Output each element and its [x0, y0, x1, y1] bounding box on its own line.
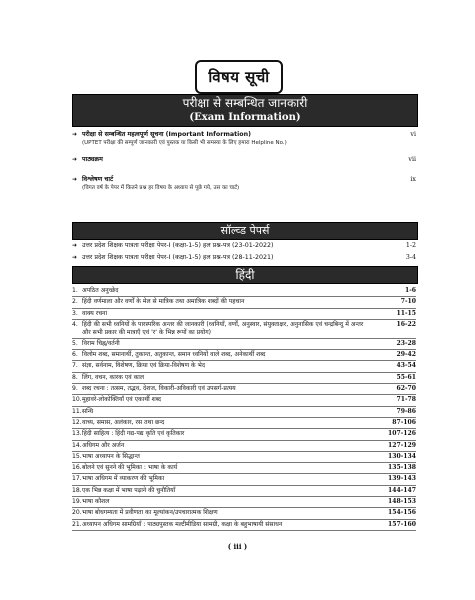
item-label: हिंदी वर्णमाला और वर्णों के मेल से मात्रिक तथा अमात्रिक शब्दों की पहचान — [82, 298, 245, 306]
contents-title: विषय सूची — [208, 68, 270, 86]
list-item[interactable] — [72, 309, 416, 320]
hindi-topic-list — [72, 286, 416, 531]
item-number: 9. — [72, 385, 78, 393]
item-number: 14. — [72, 441, 82, 449]
item-page: 62-70 — [396, 385, 416, 393]
arrow-icon: ➜ — [72, 254, 78, 261]
solved-paper-label: उत्तर प्रदेश शिक्षक पात्रता परीक्षा पेपर-I (कक्षा-1-5) हल प्रश्न-पत्र (23-01-2022) — [82, 242, 274, 249]
item-page: 144-147 — [388, 486, 416, 494]
exam-info-item-note: (विगत वर्ष के पेपर में कितने प्रश्न हर विषय के अध्याय से पूछे गये, उस का चार्ट) — [82, 185, 240, 191]
item-page: 11-15 — [396, 309, 416, 317]
item-number: 19. — [72, 498, 82, 506]
item-page: 71-78 — [396, 396, 416, 404]
list-item[interactable] — [72, 474, 416, 485]
list-item[interactable] — [72, 350, 416, 361]
list-item[interactable] — [72, 486, 416, 497]
item-label: भाषा अध्यापन के सिद्धान्त — [82, 452, 140, 460]
item-number: 21. — [72, 520, 82, 528]
item-number: 6. — [72, 351, 78, 359]
item-page: 87-106 — [392, 418, 416, 426]
list-item[interactable] — [72, 286, 416, 297]
exam-info-banner — [72, 94, 418, 127]
hindi-banner — [72, 266, 418, 284]
item-label: मुहावरे-लोकोक्तियाँ एवं एकार्थी शब्द — [82, 396, 162, 404]
item-label: हिंदी साहित्य : हिंदी गद्य-पद्य कृति एवं कृतिकार — [82, 430, 185, 438]
solved-paper-item[interactable] — [72, 254, 416, 264]
list-item[interactable] — [72, 463, 416, 474]
item-page: 43-54 — [396, 362, 416, 370]
arrow-icon: ➜ — [72, 242, 78, 249]
item-label: अधिगम और अर्जन — [82, 441, 125, 449]
item-page: 23-28 — [396, 339, 416, 347]
item-page: 79-86 — [396, 407, 416, 415]
item-label: विलोम शब्द, समानार्थी, तुकान्त, अतुकान्त, समान ध्वनियों वाले शब्द, अनेकार्थी शब्द — [82, 351, 266, 359]
item-label: हिंदी की सभी ध्वनियों के पारस्परिक अन्तर की जानकारी (ध्वनियाँ, वर्णों, अनुस्वार, संयुक्ताक्षर, अनुनासिक एवं चन्द्रबिन्दु में अन्तर और सभी प्रकार की मात्राएँ एवं 'र' के भिन्न रूपों का प्रयोग) — [82, 320, 364, 336]
item-label: संज्ञा, सर्वनाम, विशेषण, क्रिया एवं क्रिया-विशेषण के भेद — [82, 362, 206, 370]
list-item[interactable] — [72, 384, 416, 395]
list-item[interactable] — [72, 297, 416, 308]
exam-info-item-page: ix — [410, 176, 416, 183]
item-label: भाषा अधिगम में व्याकरण की भूमिका — [82, 475, 165, 483]
item-page: 1-6 — [404, 287, 416, 294]
item-number: 20. — [72, 509, 82, 517]
list-item[interactable] — [72, 373, 416, 384]
item-number: 10. — [72, 396, 82, 404]
item-number: 16. — [72, 464, 82, 472]
item-page: 16-22 — [396, 320, 416, 328]
item-number: 5. — [72, 339, 78, 347]
hindi-heading: हिंदी — [235, 268, 255, 282]
item-page: 29-42 — [396, 351, 416, 359]
item-page: 135-138 — [388, 464, 416, 472]
exam-info-item-label: विश्लेषण चार्ट — [82, 176, 114, 183]
list-item[interactable] — [72, 520, 416, 531]
item-page: 154-156 — [388, 509, 416, 517]
solved-papers-heading: सॉल्व्ड पेपर्स — [220, 224, 270, 237]
item-label: लिंग, वचन, कारक एवं काल — [82, 373, 144, 381]
list-item[interactable] — [72, 320, 416, 339]
item-page: 139-143 — [388, 475, 416, 483]
item-page: 7-10 — [400, 298, 416, 306]
list-item[interactable] — [72, 361, 416, 372]
list-item[interactable] — [72, 407, 416, 418]
exam-info-item-label: पाठ्यक्रम — [82, 156, 103, 163]
solved-papers-banner — [72, 222, 418, 240]
item-number: 7. — [72, 362, 78, 370]
item-label: बोलने एवं सुनने की भूमिका : भाषा के कार्य — [82, 464, 178, 472]
arrow-icon: ➜ — [72, 156, 78, 163]
exam-info-item[interactable] — [72, 176, 416, 194]
exam-info-item-note: (UPTET परीक्षा की सम्पूर्ण जानकारी एवं पुस्तक या किसी भी समस्या के लिए हमारा Helpline No.) — [82, 140, 287, 146]
item-number: 8. — [72, 373, 78, 381]
list-item[interactable] — [72, 497, 416, 508]
exam-info-item[interactable] — [72, 131, 416, 149]
item-label: भाषा बोधगम्यता में प्रवीणता का मूल्यांकन/उपचारात्मक शिक्षण — [82, 509, 218, 517]
item-number: 2. — [72, 298, 78, 306]
list-item[interactable] — [72, 395, 416, 406]
exam-info-item[interactable] — [72, 156, 416, 166]
contents-title-box — [195, 60, 283, 94]
solved-paper-page: 1-2 — [405, 242, 416, 249]
item-label: वाच्य, समास, अलंकार, रस तथा छन्द — [82, 418, 165, 426]
exam-info-subheading: (Exam Information) — [189, 112, 301, 123]
item-number: 11. — [72, 407, 82, 415]
solved-paper-label: उत्तर प्रदेश शिक्षक पात्रता परीक्षा पेपर-I (कक्षा-1-5) हल प्रश्न-पत्र (28-11-2021) — [82, 254, 274, 261]
item-label: विराम चिह्न/वर्तनी — [82, 339, 120, 347]
list-item[interactable] — [72, 429, 416, 440]
item-label: भाषा कौशल — [82, 498, 110, 506]
item-number: 12. — [72, 418, 82, 426]
item-label: सन्धि — [82, 407, 94, 415]
item-number: 15. — [72, 452, 82, 460]
solved-paper-page: 3-4 — [405, 254, 416, 261]
page-number: ( iii ) — [227, 542, 248, 551]
exam-info-item-label: परीक्षा से सम्बन्धित महत्वपूर्ण सूचना (Important Information) — [82, 131, 251, 138]
arrow-icon: ➜ — [72, 131, 78, 138]
exam-info-item-page: vi — [410, 131, 416, 138]
arrow-icon: ➜ — [72, 176, 78, 183]
divider — [72, 530, 416, 531]
exam-info-heading: परीक्षा से सम्बन्धित जानकारी — [182, 96, 308, 110]
list-item[interactable] — [72, 339, 416, 350]
item-page: 127-129 — [388, 441, 416, 449]
item-page: 157-160 — [388, 520, 416, 528]
item-number: 1. — [72, 287, 78, 294]
list-item[interactable] — [72, 418, 416, 429]
item-number: 13. — [72, 430, 82, 438]
item-label: वाक्य रचना — [82, 309, 108, 317]
item-label: अपठित अनुच्छेद — [82, 287, 119, 294]
item-page: 107-126 — [388, 430, 416, 438]
item-page: 148-153 — [388, 498, 416, 506]
item-number: 18. — [72, 486, 82, 494]
solved-paper-item[interactable] — [72, 242, 416, 252]
item-number: 4. — [72, 320, 78, 328]
item-number: 3. — [72, 309, 78, 317]
item-label: अध्यापन अधिगम सामग्रियाँ : पाठ्यपुस्तक मल्टीमीडिया सामग्री, कक्षा के बहुभाषायी संसाधन — [82, 520, 283, 528]
item-page: 130-134 — [388, 452, 416, 460]
item-label: शब्द रचना : तत्सम, तद्भव, देशज, विकारी-अविकारी एवं उपसर्ग-प्रत्यय — [82, 385, 236, 393]
item-number: 17. — [72, 475, 82, 483]
exam-info-item-page: vii — [408, 156, 416, 163]
list-item[interactable] — [72, 441, 416, 452]
item-page: 55-61 — [396, 373, 416, 381]
list-item[interactable] — [72, 452, 416, 463]
item-label: एक भिन्न कक्षा में भाषा पढ़ाने की चुनौतियाँ — [82, 486, 176, 494]
list-item[interactable] — [72, 508, 416, 519]
